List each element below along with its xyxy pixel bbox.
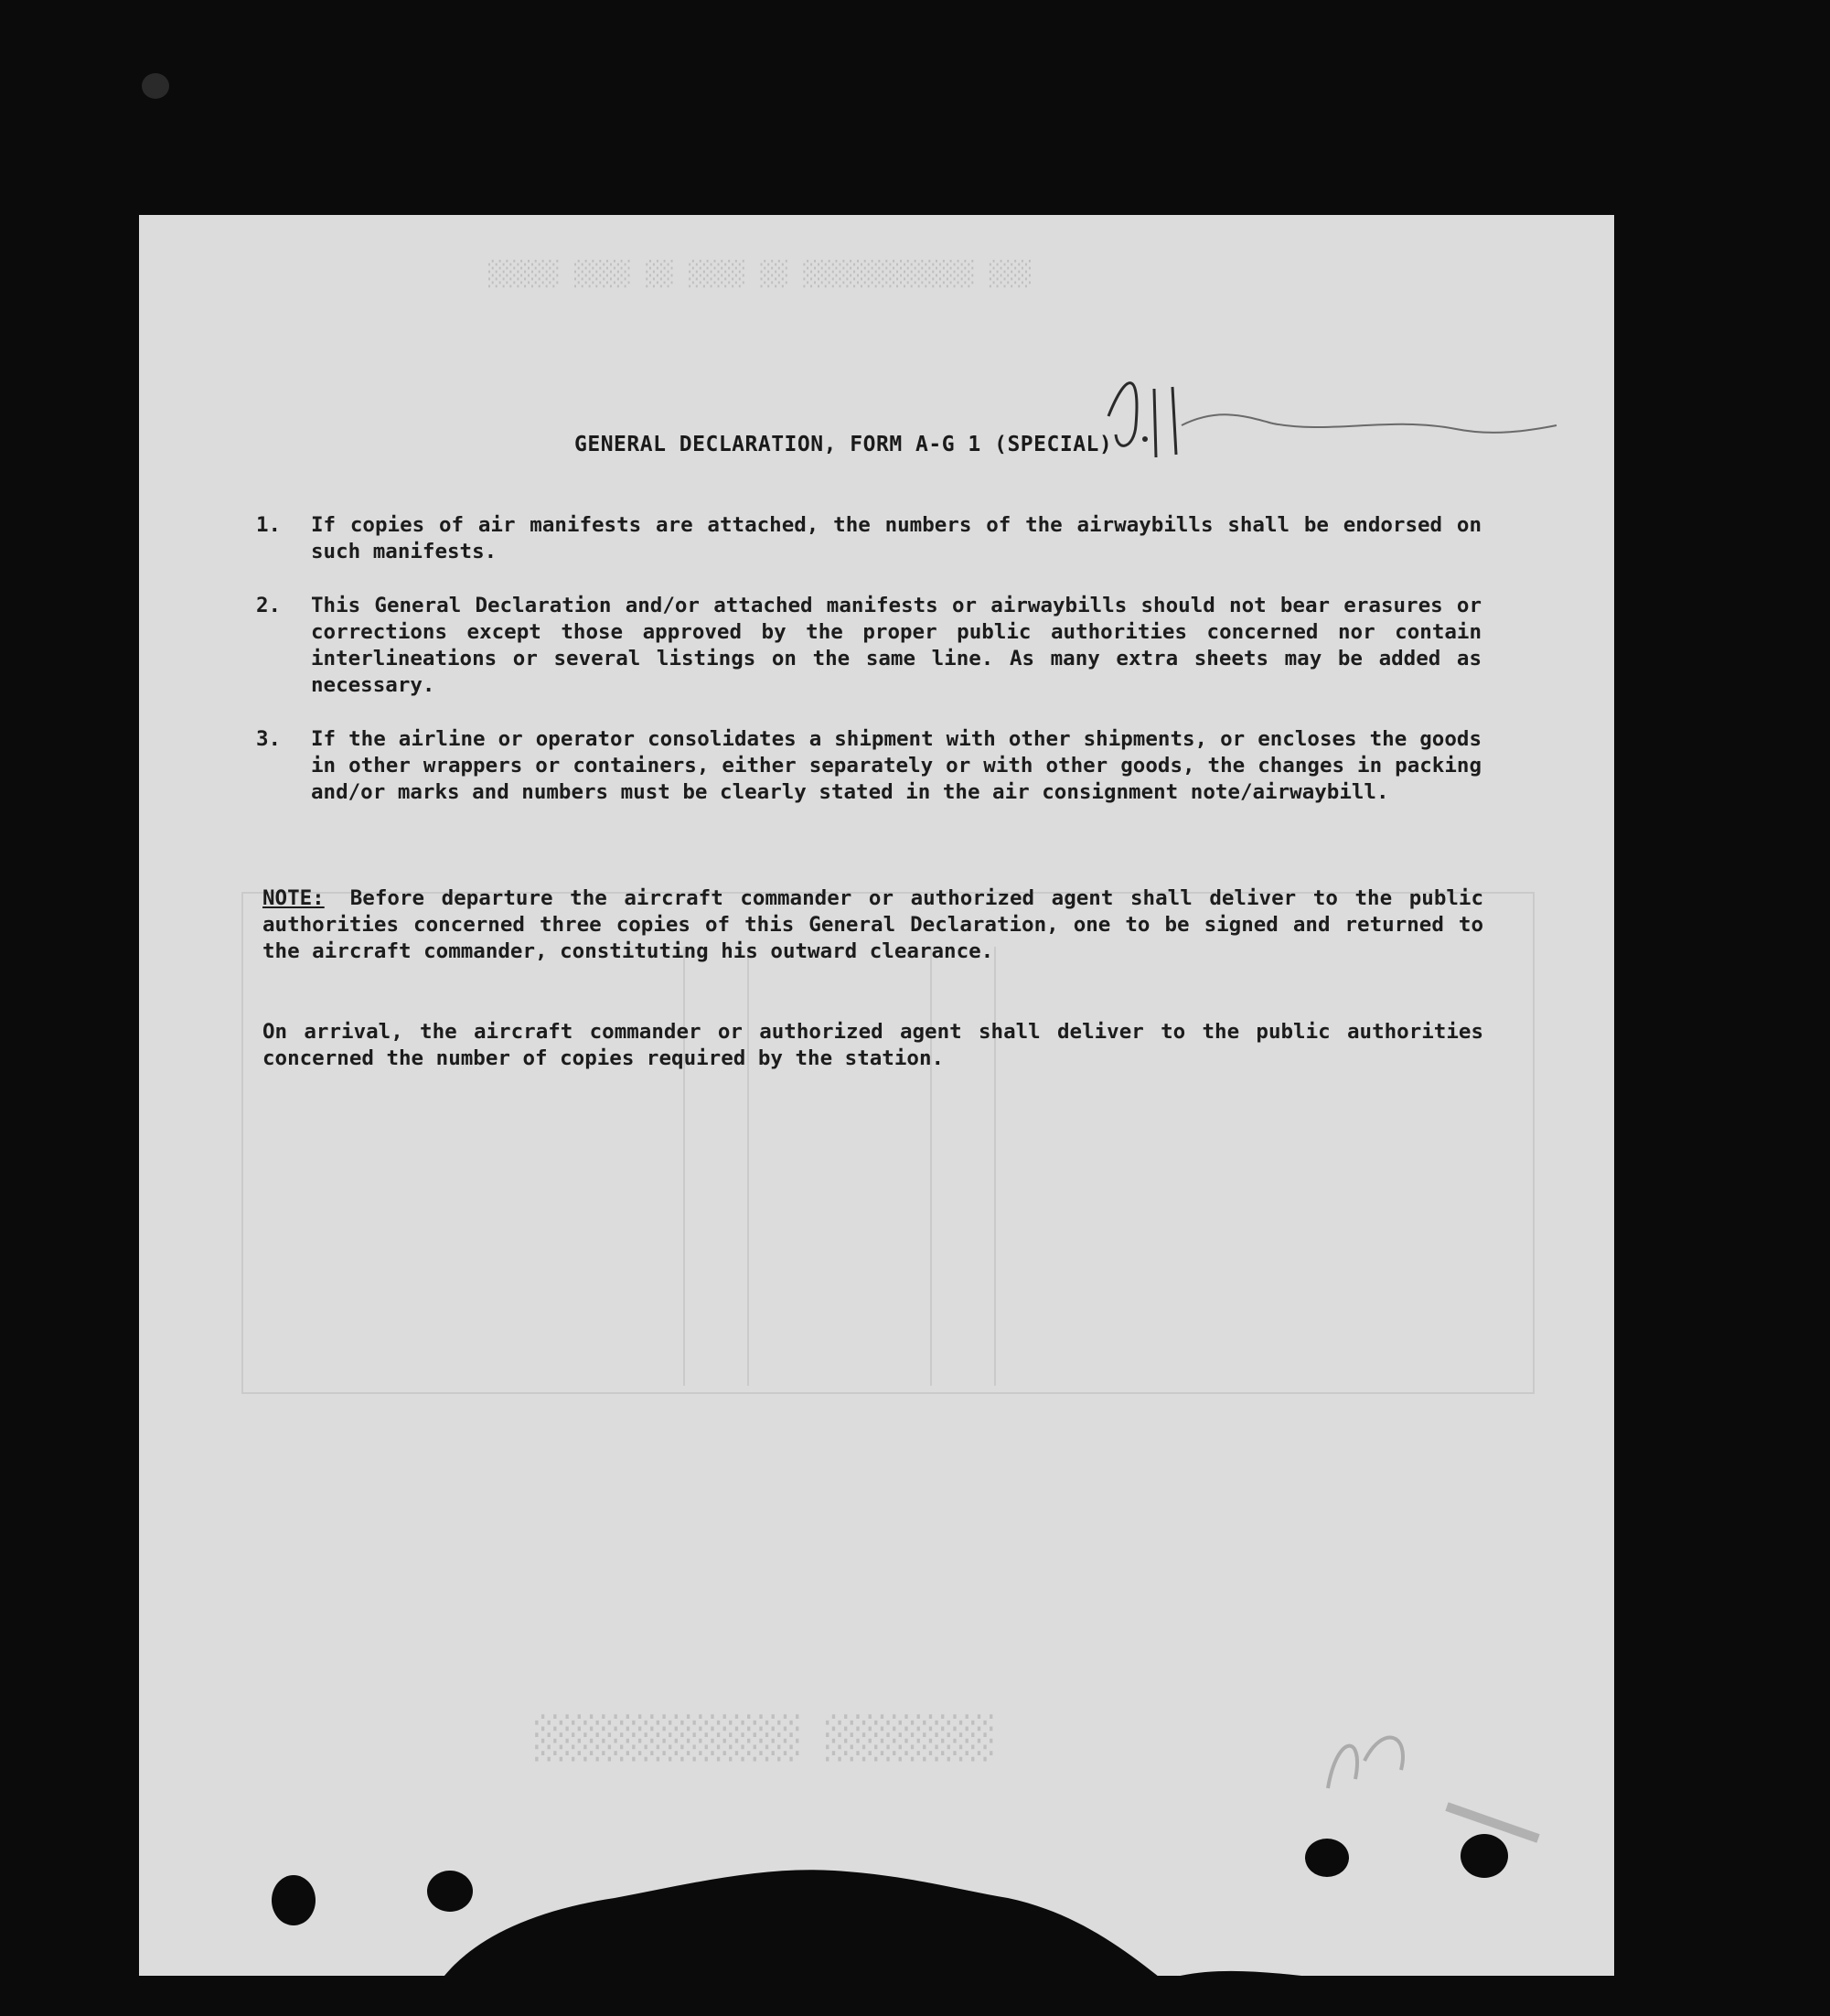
show-through-table-outline <box>241 892 1535 1394</box>
paper-hole <box>427 1871 473 1912</box>
show-through-column-line <box>994 947 996 1386</box>
show-through-column-line <box>683 947 685 1386</box>
show-through-column-line <box>747 947 749 1386</box>
note-paragraph-2: On arrival, the aircraft commander or authorized agent shall deliver to the public authorities concerned the number of copies required by the station. <box>262 1020 1483 1070</box>
note-label: NOTE: <box>262 886 325 910</box>
item-text: If the airline or operator consolidates a shipment with other shipments, or encloses the goods in other wrappers or containers, either separately or with other goods, the changes in packing and/or marks and numbers must be clearly stated in the air consignment note/airwaybill. <box>311 727 1482 804</box>
instruction-item-1 <box>256 512 1482 565</box>
item-number: 1. <box>256 513 282 537</box>
item-number: 3. <box>256 727 282 751</box>
show-through-text: ░░░ ░░░░░░░░░░░░ ░░ ░░░░ ░░ ░░░░ ░░░░░ <box>487 261 1031 288</box>
item-text: If copies of air manifests are attached, the numbers of the airwaybills shall be endorsed on such manifests. <box>311 513 1482 563</box>
document-sheet <box>139 215 1614 1976</box>
torn-bottom-edge <box>139 1825 1614 1976</box>
note-paragraph-1 <box>262 885 1483 965</box>
faint-stamp-marks <box>1310 1678 1547 1843</box>
handwritten-signature <box>1090 361 1566 471</box>
instruction-item-3 <box>256 726 1482 806</box>
show-through-text: ░░░░░░░ ░░░░░░░░░░░ <box>532 1715 993 1762</box>
paper-hole <box>1305 1839 1349 1877</box>
instruction-item-2 <box>256 593 1482 699</box>
item-number: 2. <box>256 594 282 617</box>
document-title: GENERAL DECLARATION, FORM A-G 1 (SPECIAL) <box>574 433 1113 456</box>
note-text: Before departure the aircraft commander or authorized agent shall deliver to the public authorities concerned three copies of this General Declaration, one to be signed and returned to the aircraft commander, constituting his outward clearance. <box>262 886 1483 963</box>
paper-hole <box>1461 1834 1508 1878</box>
show-through-column-line <box>930 947 932 1386</box>
scan-corner-blemish <box>142 73 169 99</box>
item-text: This General Declaration and/or attached manifests or airwaybills should not bear erasures or corrections except those approved by the proper public authorities concerned nor contain interlineations or several listings on the same line. As many extra sheets may be added as necessary. <box>311 594 1482 697</box>
paper-hole <box>272 1875 316 1925</box>
